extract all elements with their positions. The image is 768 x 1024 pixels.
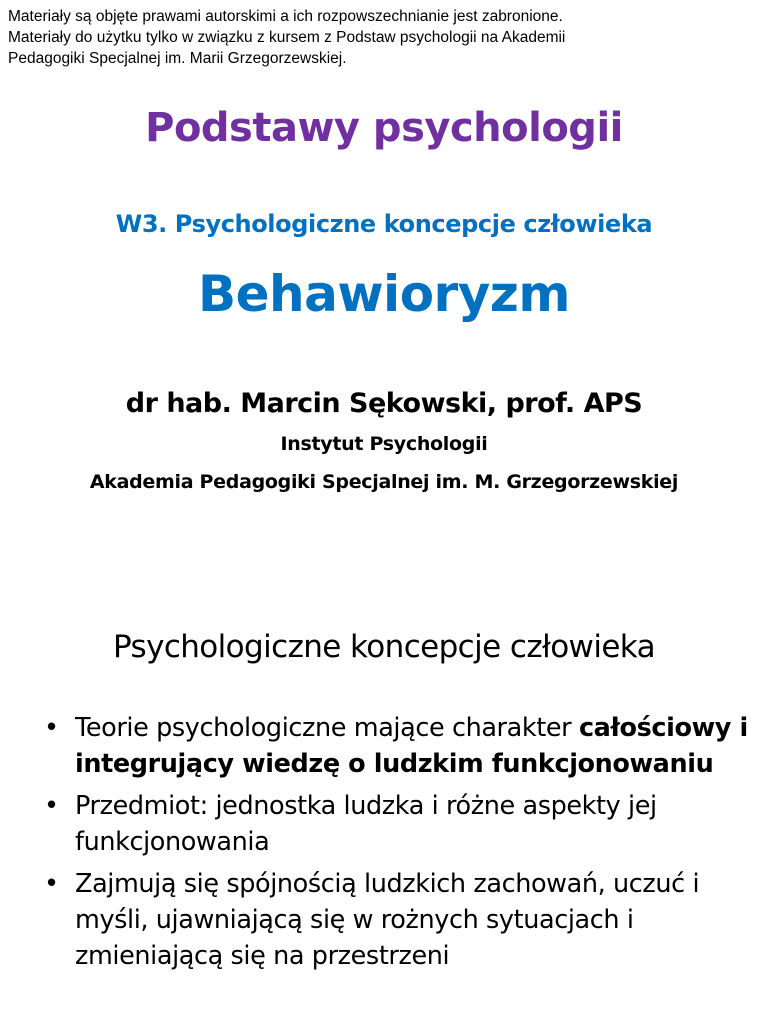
bullet-text: Zajmują się spójnością ludzkich zachowań, uczuć i myśli, ujawniającą się w rożnych sytuacjach i zmieniającą się na przestrzeni <box>75 869 700 971</box>
copyright-line: Materiały do użytku tylko w związku z kursem z Podstaw psychologii na Akademii <box>8 29 566 46</box>
author-name: dr hab. Marcin Sękowski, prof. APS <box>125 388 643 419</box>
list-item <box>44 710 756 782</box>
copyright-line: Pedagogiki Specjalnej im. Marii Grzegorzewskiej. <box>8 50 347 67</box>
bullet-text: Teorie psychologiczne mające charakter <box>75 713 572 743</box>
course-title: Podstawy psychologii <box>145 105 623 151</box>
bullet-icon: • <box>44 869 59 899</box>
content-slide <box>0 560 768 1024</box>
slide-title: Psychologiczne koncepcje człowieka <box>112 629 656 665</box>
academy-name: Akademia Pedagogiki Specjalnej im. M. Grzegorzewskiej <box>89 471 679 493</box>
bullet-icon: • <box>44 713 59 743</box>
copyright-notice <box>8 6 688 69</box>
bullet-text: Przedmiot: jednostka ludzka i różne aspekty jej funkcjonowania <box>75 791 657 857</box>
bullet-icon: • <box>44 791 59 821</box>
list-item <box>44 866 756 974</box>
institute-name: Instytut Psychologii <box>280 433 488 455</box>
list-item <box>44 788 756 860</box>
lecture-title: Behawioryzm <box>198 265 570 323</box>
bullet-text-bold: całościowy i integrujący wiedzę o ludzkim funkcjonowaniu <box>75 713 748 779</box>
copyright-line: Materiały są objęte prawami autorskimi a ich rozpowszechnianie jest zabronione. <box>8 8 563 25</box>
lecture-subtitle: W3. Psychologiczne koncepcje człowieka <box>115 210 653 238</box>
bullet-list <box>44 710 756 980</box>
